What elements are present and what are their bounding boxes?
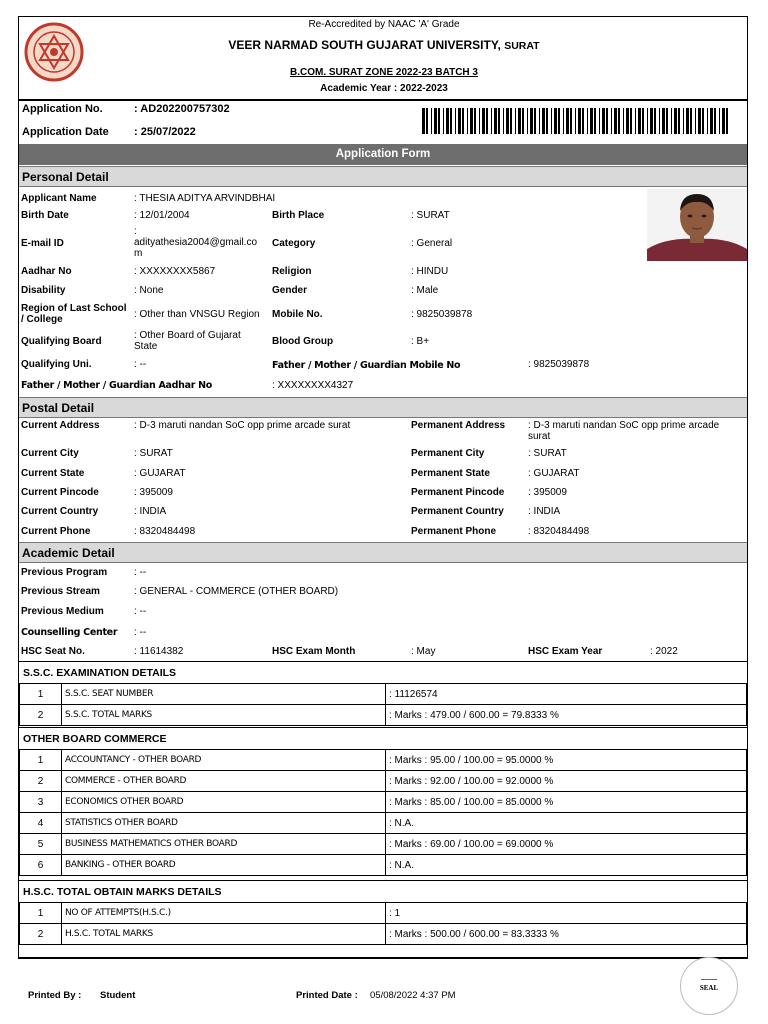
barcode-bar <box>462 108 464 134</box>
barcode-bar <box>635 108 636 134</box>
other-board-heading: OTHER BOARD COMMERCE <box>19 727 747 749</box>
barcode-bar <box>518 108 521 134</box>
barcode-bar <box>611 108 612 134</box>
row-subject: NO OF ATTEMPTS(H.S.C.) <box>62 903 386 924</box>
barcode-bar <box>642 108 644 134</box>
permanent-phone-label: Permanent Phone <box>411 526 497 537</box>
applicant-name: : THESIA ADITYA ARVINDBHAI <box>134 193 276 204</box>
permanent-state: : GUJARAT <box>528 468 580 479</box>
row-subject: STATISTICS OTHER BOARD <box>62 813 386 834</box>
row-number: 2 <box>20 771 62 792</box>
table-row <box>20 813 747 834</box>
barcode-bar <box>522 108 524 134</box>
barcode-bar <box>674 108 677 134</box>
barcode-bar <box>467 108 468 134</box>
application-no-label: Application No. <box>22 103 103 115</box>
barcode-bar <box>539 108 540 134</box>
current-pincode: : 395009 <box>134 487 173 498</box>
row-subject: BANKING - OTHER BOARD <box>62 855 386 876</box>
barcode-bar <box>558 108 560 134</box>
barcode-bar <box>570 108 572 134</box>
printed-date: 05/08/2022 4:37 PM <box>370 990 456 1001</box>
table-row <box>20 855 747 876</box>
previous-program: : -- <box>134 567 147 578</box>
application-date-label: Application Date <box>22 126 109 138</box>
table-row <box>20 924 747 945</box>
hsc-year-label: HSC Exam Year <box>528 646 603 657</box>
row-number: 1 <box>20 750 62 771</box>
previous-medium-label: Previous Medium <box>21 606 104 617</box>
barcode-bar <box>575 108 576 134</box>
postal-detail-heading: Postal Detail <box>19 397 747 418</box>
barcode-bar <box>702 108 704 134</box>
academic-year: Academic Year : 2022-2023 <box>320 83 448 94</box>
barcode-bar <box>710 108 713 134</box>
region-label: Region of Last School / College <box>21 303 127 325</box>
religion: : HINDU <box>411 266 449 277</box>
previous-stream: : GENERAL - COMMERCE (OTHER BOARD) <box>134 586 339 597</box>
barcode-bar <box>455 108 456 134</box>
blood: : B+ <box>411 336 430 347</box>
university-name-text: VEER NARMAD SOUTH GUJARAT UNIVERSITY, <box>228 38 501 52</box>
aadhar-label: Aadhar No <box>21 266 72 277</box>
counselling-center-label: Counselling Center <box>21 627 118 638</box>
barcode-bar <box>470 108 473 134</box>
barcode-bar <box>707 108 708 134</box>
program-title: B.COM. SURAT ZONE 2022-23 BATCH 3 <box>290 67 478 78</box>
permanent-state-label: Permanent State <box>411 468 490 479</box>
current-country: : INDIA <box>134 506 167 517</box>
disability-label: Disability <box>21 285 66 296</box>
barcode-bar <box>726 108 728 134</box>
guardian-mobile-label: Father / Mother / Guardian Mobile No <box>272 360 461 371</box>
barcode-bar <box>578 108 581 134</box>
email-label: E-mail ID <box>21 238 64 249</box>
barcode-bar <box>503 108 504 134</box>
blood-label: Blood Group <box>272 336 334 347</box>
hsc-year: : 2022 <box>650 646 678 657</box>
printed-by: Student <box>100 990 136 1001</box>
barcode-bar <box>446 108 449 134</box>
barcode-bar <box>491 108 492 134</box>
previous-stream-label: Previous Stream <box>21 586 100 597</box>
university-city: SURAT <box>504 40 540 52</box>
row-value: : Marks : 69.00 / 100.00 = 69.0000 % <box>386 834 747 855</box>
disability: : None <box>134 285 164 296</box>
other-board-table <box>19 749 747 876</box>
permanent-pincode-label: Permanent Pincode <box>411 487 505 498</box>
aadhar: : XXXXXXXX5867 <box>134 266 216 277</box>
barcode-bar <box>602 108 605 134</box>
footer-rule <box>18 957 748 959</box>
personal-detail-heading: Personal Detail <box>19 166 747 187</box>
row-subject: ECONOMICS OTHER BOARD <box>62 792 386 813</box>
row-value: : 1 <box>386 903 747 924</box>
board-label: Qualifying Board <box>21 336 102 347</box>
permanent-country-label: Permanent Country <box>411 506 504 517</box>
row-number: 4 <box>20 813 62 834</box>
uni-label: Qualifying Uni. <box>21 359 92 370</box>
row-value: : Marks : 479.00 / 600.00 = 79.8333 % <box>386 705 747 726</box>
barcode-bar <box>662 108 665 134</box>
row-value: : 11126574 <box>386 684 747 705</box>
academic-detail-heading: Academic Detail <box>19 542 747 563</box>
barcode-bar <box>690 108 692 134</box>
current-phone: : 8320484498 <box>134 526 196 537</box>
mobile: : 9825039878 <box>411 309 473 320</box>
previous-program-label: Previous Program <box>21 567 108 578</box>
barcode-graphic <box>422 108 732 134</box>
barcode-bar <box>534 108 536 134</box>
barcode-bar <box>599 108 600 134</box>
table-row <box>20 750 747 771</box>
applicant-name-label: Applicant Name <box>21 193 97 204</box>
barcode <box>422 108 732 134</box>
permanent-pincode: : 395009 <box>528 487 567 498</box>
barcode-bar <box>594 108 596 134</box>
seal-text: SEAL <box>699 984 719 992</box>
row-value: : Marks : 500.00 / 600.00 = 83.3333 % <box>386 924 747 945</box>
row-number: 1 <box>20 903 62 924</box>
row-subject: S.S.C. TOTAL MARKS <box>62 705 386 726</box>
row-subject: S.S.C. SEAT NUMBER <box>62 684 386 705</box>
birth-place-label: Birth Place <box>272 210 325 221</box>
current-phone-label: Current Phone <box>21 526 91 537</box>
ssc-table <box>19 683 747 726</box>
barcode-bar <box>431 108 432 134</box>
row-value: : Marks : 85.00 / 100.00 = 85.0000 % <box>386 792 747 813</box>
barcode-bar <box>678 108 680 134</box>
barcode-bar <box>683 108 684 134</box>
birth-date: : 12/01/2004 <box>134 210 190 221</box>
row-subject: BUSINESS MATHEMATICS OTHER BOARD <box>62 834 386 855</box>
applicant-photo <box>647 189 747 261</box>
barcode-bar <box>458 108 461 134</box>
previous-medium: : -- <box>134 606 147 617</box>
birth-place: : SURAT <box>411 210 450 221</box>
religion-label: Religion <box>272 266 312 277</box>
table-row <box>20 834 747 855</box>
barcode-bar <box>422 108 425 134</box>
row-value: : N.A. <box>386 855 747 876</box>
table-row <box>20 771 747 792</box>
mobile-label: Mobile No. <box>272 309 323 320</box>
barcode-bar <box>606 108 608 134</box>
hsc-heading: H.S.C. TOTAL OBTAIN MARKS DETAILS <box>19 880 747 902</box>
barcode-bar <box>695 108 696 134</box>
row-value: : Marks : 92.00 / 100.00 = 92.0000 % <box>386 771 747 792</box>
board: : Other Board of Gujarat State <box>134 330 241 352</box>
birth-date-label: Birth Date <box>21 210 69 221</box>
barcode-bar <box>650 108 653 134</box>
barcode-bar <box>527 108 528 134</box>
gender-label: Gender <box>272 285 308 296</box>
university-name <box>0 38 768 52</box>
counselling-center: : -- <box>134 627 147 638</box>
row-value: : Marks : 95.00 / 100.00 = 95.0000 % <box>386 750 747 771</box>
barcode-bar <box>510 108 512 134</box>
application-no-value: : AD202200757302 <box>134 103 230 115</box>
barcode-bar <box>590 108 593 134</box>
current-state: : GUJARAT <box>134 468 186 479</box>
hsc-table <box>19 902 747 945</box>
barcode-bar <box>566 108 569 134</box>
table-row <box>20 903 747 924</box>
barcode-bar <box>714 108 716 134</box>
row-subject: COMMERCE - OTHER BOARD <box>62 771 386 792</box>
barcode-bar <box>450 108 452 134</box>
current-city: : SURAT <box>134 448 173 459</box>
barcode-bar <box>647 108 648 134</box>
barcode-bar <box>587 108 588 134</box>
barcode-bar <box>486 108 488 134</box>
permanent-city-label: Permanent City <box>411 448 485 459</box>
barcode-bar <box>443 108 444 134</box>
barcode-bar <box>722 108 725 134</box>
barcode-bar <box>626 108 629 134</box>
current-address: : D-3 maruti nandan SoC opp prime arcade surat <box>134 420 351 431</box>
table-row <box>20 684 747 705</box>
application-date-value: : 25/07/2022 <box>134 126 196 138</box>
email: : adityathesia2004@gmail.co m <box>134 226 258 259</box>
barcode-bar <box>482 108 485 134</box>
row-number: 2 <box>20 705 62 726</box>
barcode-bar <box>542 108 545 134</box>
hsc-month-label: HSC Exam Month <box>272 646 356 657</box>
barcode-bar <box>623 108 624 134</box>
row-number: 2 <box>20 924 62 945</box>
guardian-aadhar: : XXXXXXXX4327 <box>272 380 354 391</box>
barcode-bar <box>530 108 533 134</box>
row-value: : N.A. <box>386 813 747 834</box>
region: : Other than VNSGU Region <box>134 309 260 320</box>
permanent-city: : SURAT <box>528 448 567 459</box>
table-row <box>20 792 747 813</box>
printed-by-label: Printed By : <box>28 990 82 1001</box>
permanent-address: : D-3 maruti nandan SoC opp prime arcade surat <box>528 420 720 442</box>
barcode-bar <box>506 108 509 134</box>
barcode-bar <box>614 108 617 134</box>
barcode-bar <box>434 108 437 134</box>
accreditation-text: Re-Accredited by NAAC 'A' Grade <box>308 19 460 30</box>
barcode-bar <box>479 108 480 134</box>
barcode-bar <box>546 108 548 134</box>
row-number: 1 <box>20 684 62 705</box>
row-subject: ACCOUNTANCY - OTHER BOARD <box>62 750 386 771</box>
ssc-heading: S.S.C. EXAMINATION DETAILS <box>19 661 747 683</box>
seal-marking <box>701 973 717 980</box>
barcode-bar <box>426 108 428 134</box>
barcode-bar <box>515 108 516 134</box>
guardian-mobile: : 9825039878 <box>528 359 590 370</box>
uni: : -- <box>134 359 147 370</box>
permanent-country: : INDIA <box>528 506 561 517</box>
barcode-bar <box>638 108 641 134</box>
permanent-address-label: Permanent Address <box>411 420 506 431</box>
current-country-label: Current Country <box>21 506 99 517</box>
current-state-label: Current State <box>21 468 85 479</box>
barcode-bar <box>659 108 660 134</box>
gender: : Male <box>411 285 439 296</box>
barcode-bar <box>618 108 620 134</box>
current-pincode-label: Current Pincode <box>21 487 99 498</box>
category: : General <box>411 238 453 249</box>
guardian-aadhar-label: Father / Mother / Guardian Aadhar No <box>21 380 212 391</box>
row-number: 6 <box>20 855 62 876</box>
barcode-bar <box>671 108 672 134</box>
table-row <box>20 705 747 726</box>
form-title: Application Form <box>19 144 747 165</box>
seal-stamp <box>680 957 738 1015</box>
barcode-bar <box>494 108 497 134</box>
hsc-month: : May <box>411 646 436 657</box>
barcode-bar <box>698 108 701 134</box>
current-city-label: Current City <box>21 448 79 459</box>
hsc-seat-label: HSC Seat No. <box>21 646 85 657</box>
barcode-bar <box>474 108 476 134</box>
barcode-bar <box>582 108 584 134</box>
barcode-bar <box>563 108 564 134</box>
barcode-bar <box>654 108 656 134</box>
hsc-seat: : 11614382 <box>134 646 184 657</box>
barcode-bar <box>630 108 632 134</box>
printed-date-label: Printed Date : <box>296 990 358 1001</box>
current-address-label: Current Address <box>21 420 100 431</box>
permanent-phone: : 8320484498 <box>528 526 590 537</box>
barcode-bar <box>498 108 500 134</box>
barcode-bar <box>554 108 557 134</box>
barcode-bar <box>686 108 689 134</box>
barcode-bar <box>719 108 720 134</box>
category-label: Category <box>272 238 316 249</box>
row-number: 3 <box>20 792 62 813</box>
barcode-bar <box>438 108 440 134</box>
row-number: 5 <box>20 834 62 855</box>
barcode-bar <box>551 108 552 134</box>
barcode-bar <box>666 108 668 134</box>
row-subject: H.S.C. TOTAL MARKS <box>62 924 386 945</box>
